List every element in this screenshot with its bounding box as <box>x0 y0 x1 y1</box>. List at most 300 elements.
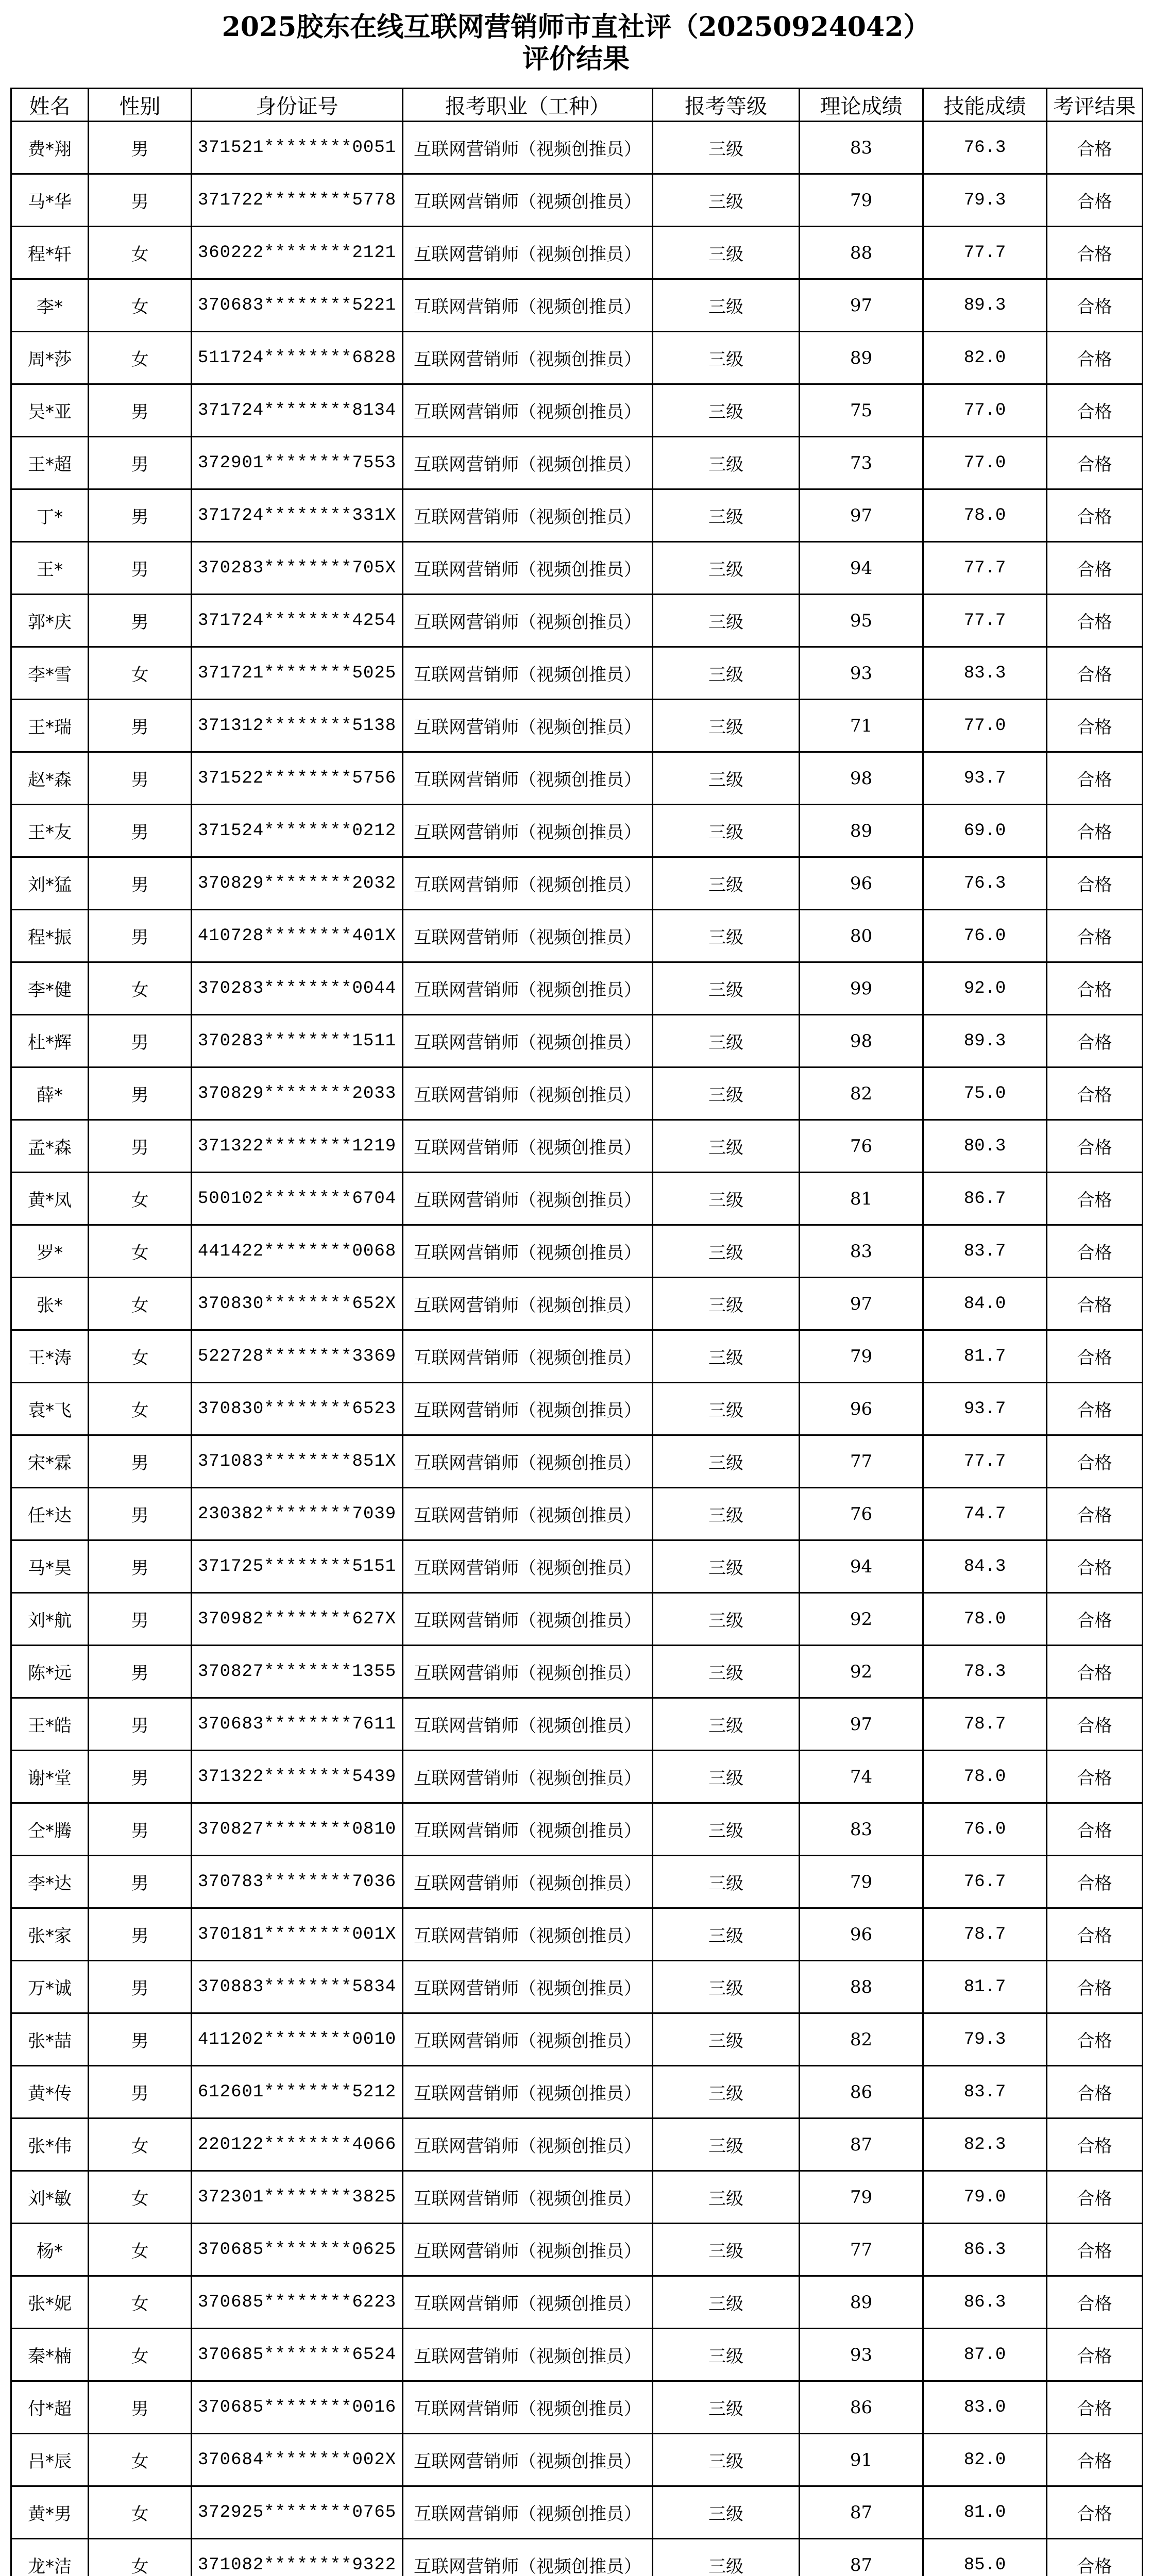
cell-name: 程*轩 <box>11 227 89 279</box>
cell-id-number: 370683********5221 <box>192 279 403 332</box>
cell-occupation: 互联网营销师（视频创推员） <box>403 962 653 1015</box>
cell-result: 合格 <box>1047 2434 1143 2486</box>
cell-theory-score: 81 <box>800 1173 923 1225</box>
cell-gender: 女 <box>89 1225 192 1278</box>
cell-level: 三级 <box>653 2171 800 2224</box>
header-skill-score: 技能成绩 <box>923 89 1047 122</box>
table-row <box>11 1803 1143 1856</box>
document-title <box>10 11 1142 75</box>
cell-skill-score: 79.3 <box>923 174 1047 227</box>
cell-id-number: 370683********7611 <box>192 1698 403 1751</box>
cell-gender: 女 <box>89 1278 192 1330</box>
cell-result: 合格 <box>1047 122 1143 174</box>
cell-occupation: 互联网营销师（视频创推员） <box>403 752 653 805</box>
cell-occupation: 互联网营销师（视频创推员） <box>403 1330 653 1383</box>
cell-occupation: 互联网营销师（视频创推员） <box>403 227 653 279</box>
cell-name: 李*达 <box>11 1856 89 1908</box>
cell-name: 黄*传 <box>11 2066 89 2119</box>
cell-name: 仝*腾 <box>11 1803 89 1856</box>
table-row <box>11 647 1143 700</box>
cell-theory-score: 93 <box>800 2329 923 2381</box>
header-theory-score: 理论成绩 <box>800 89 923 122</box>
table-row <box>11 2119 1143 2171</box>
table-row <box>11 279 1143 332</box>
cell-skill-score: 84.0 <box>923 1278 1047 1330</box>
cell-occupation: 互联网营销师（视频创推员） <box>403 857 653 910</box>
cell-occupation: 互联网营销师（视频创推员） <box>403 1908 653 1961</box>
table-row <box>11 489 1143 542</box>
cell-result: 合格 <box>1047 1751 1143 1803</box>
cell-name: 袁*飞 <box>11 1383 89 1435</box>
cell-theory-score: 79 <box>800 2171 923 2224</box>
cell-gender: 男 <box>89 1803 192 1856</box>
cell-result: 合格 <box>1047 489 1143 542</box>
cell-theory-score: 83 <box>800 122 923 174</box>
cell-skill-score: 77.7 <box>923 1435 1047 1488</box>
table-row <box>11 1435 1143 1488</box>
cell-theory-score: 96 <box>800 1908 923 1961</box>
table-row <box>11 1383 1143 1435</box>
cell-level: 三级 <box>653 1120 800 1173</box>
cell-name: 王*涛 <box>11 1330 89 1383</box>
cell-gender: 男 <box>89 1593 192 1646</box>
cell-result: 合格 <box>1047 1120 1143 1173</box>
cell-skill-score: 78.0 <box>923 1593 1047 1646</box>
cell-level: 三级 <box>653 2276 800 2329</box>
cell-skill-score: 85.0 <box>923 2539 1047 2576</box>
cell-gender: 女 <box>89 2119 192 2171</box>
cell-id-number: 371083********851X <box>192 1435 403 1488</box>
cell-skill-score: 86.7 <box>923 1173 1047 1225</box>
cell-occupation: 互联网营销师（视频创推员） <box>403 2486 653 2539</box>
table-row <box>11 1856 1143 1908</box>
cell-name: 费*翔 <box>11 122 89 174</box>
cell-result: 合格 <box>1047 1435 1143 1488</box>
cell-result: 合格 <box>1047 1698 1143 1751</box>
cell-level: 三级 <box>653 1961 800 2013</box>
header-occupation: 报考职业（工种） <box>403 89 653 122</box>
cell-result: 合格 <box>1047 279 1143 332</box>
cell-result: 合格 <box>1047 2329 1143 2381</box>
cell-occupation: 互联网营销师（视频创推员） <box>403 2013 653 2066</box>
cell-name: 吕*辰 <box>11 2434 89 2486</box>
table-row <box>11 910 1143 962</box>
cell-occupation: 互联网营销师（视频创推员） <box>403 805 653 857</box>
table-row <box>11 437 1143 489</box>
cell-result: 合格 <box>1047 1961 1143 2013</box>
cell-id-number: 370830********6523 <box>192 1383 403 1435</box>
cell-occupation: 互联网营销师（视频创推员） <box>403 279 653 332</box>
cell-result: 合格 <box>1047 1803 1143 1856</box>
table-row <box>11 1698 1143 1751</box>
cell-theory-score: 71 <box>800 700 923 752</box>
cell-level: 三级 <box>653 1488 800 1540</box>
cell-gender: 女 <box>89 227 192 279</box>
cell-skill-score: 93.7 <box>923 1383 1047 1435</box>
cell-level: 三级 <box>653 2013 800 2066</box>
cell-id-number: 371724********4254 <box>192 595 403 647</box>
cell-result: 合格 <box>1047 2171 1143 2224</box>
cell-skill-score: 81.0 <box>923 2486 1047 2539</box>
cell-theory-score: 86 <box>800 2381 923 2434</box>
cell-level: 三级 <box>653 910 800 962</box>
table-row <box>11 542 1143 595</box>
cell-id-number: 372925********0765 <box>192 2486 403 2539</box>
cell-level: 三级 <box>653 962 800 1015</box>
cell-occupation: 互联网营销师（视频创推员） <box>403 2171 653 2224</box>
cell-result: 合格 <box>1047 437 1143 489</box>
cell-occupation: 互联网营销师（视频创推员） <box>403 122 653 174</box>
cell-gender: 男 <box>89 542 192 595</box>
cell-gender: 女 <box>89 1383 192 1435</box>
cell-gender: 男 <box>89 1961 192 2013</box>
cell-gender: 男 <box>89 2013 192 2066</box>
cell-id-number: 371724********8134 <box>192 384 403 437</box>
cell-gender: 女 <box>89 2434 192 2486</box>
table-row <box>11 1540 1143 1593</box>
cell-result: 合格 <box>1047 1067 1143 1120</box>
cell-gender: 男 <box>89 1540 192 1593</box>
cell-id-number: 371721********5025 <box>192 647 403 700</box>
cell-id-number: 370783********7036 <box>192 1856 403 1908</box>
cell-result: 合格 <box>1047 1856 1143 1908</box>
cell-result: 合格 <box>1047 857 1143 910</box>
cell-theory-score: 89 <box>800 805 923 857</box>
cell-result: 合格 <box>1047 2539 1143 2576</box>
cell-gender: 男 <box>89 1435 192 1488</box>
cell-theory-score: 94 <box>800 542 923 595</box>
cell-theory-score: 76 <box>800 1120 923 1173</box>
cell-name: 郭*庆 <box>11 595 89 647</box>
cell-id-number: 370685********0625 <box>192 2224 403 2276</box>
table-row <box>11 2486 1143 2539</box>
cell-id-number: 371524********0212 <box>192 805 403 857</box>
cell-level: 三级 <box>653 1803 800 1856</box>
cell-theory-score: 87 <box>800 2539 923 2576</box>
cell-gender: 女 <box>89 1330 192 1383</box>
cell-skill-score: 80.3 <box>923 1120 1047 1173</box>
cell-occupation: 互联网营销师（视频创推员） <box>403 1961 653 2013</box>
cell-name: 李* <box>11 279 89 332</box>
cell-gender: 男 <box>89 1646 192 1698</box>
cell-name: 陈*远 <box>11 1646 89 1698</box>
table-row <box>11 1015 1143 1067</box>
cell-name: 付*超 <box>11 2381 89 2434</box>
cell-name: 马*华 <box>11 174 89 227</box>
cell-gender: 男 <box>89 1015 192 1067</box>
cell-name: 张*家 <box>11 1908 89 1961</box>
cell-name: 李*雪 <box>11 647 89 700</box>
cell-id-number: 372301********3825 <box>192 2171 403 2224</box>
cell-id-number: 370883********5834 <box>192 1961 403 2013</box>
cell-name: 刘*敏 <box>11 2171 89 2224</box>
cell-level: 三级 <box>653 2066 800 2119</box>
cell-theory-score: 79 <box>800 174 923 227</box>
cell-occupation: 互联网营销师（视频创推员） <box>403 489 653 542</box>
cell-occupation: 互联网营销师（视频创推员） <box>403 1173 653 1225</box>
table-row <box>11 1225 1143 1278</box>
cell-gender: 女 <box>89 2276 192 2329</box>
cell-skill-score: 83.0 <box>923 2381 1047 2434</box>
cell-gender: 男 <box>89 489 192 542</box>
cell-result: 合格 <box>1047 542 1143 595</box>
cell-result: 合格 <box>1047 1908 1143 1961</box>
table-row <box>11 1593 1143 1646</box>
table-row <box>11 700 1143 752</box>
cell-theory-score: 97 <box>800 279 923 332</box>
table-row <box>11 1751 1143 1803</box>
cell-skill-score: 76.3 <box>923 857 1047 910</box>
cell-theory-score: 79 <box>800 1856 923 1908</box>
cell-level: 三级 <box>653 1593 800 1646</box>
cell-skill-score: 82.0 <box>923 332 1047 384</box>
cell-name: 吴*亚 <box>11 384 89 437</box>
cell-id-number: 612601********5212 <box>192 2066 403 2119</box>
cell-id-number: 371312********5138 <box>192 700 403 752</box>
cell-level: 三级 <box>653 1751 800 1803</box>
cell-occupation: 互联网营销师（视频创推员） <box>403 1856 653 1908</box>
cell-level: 三级 <box>653 752 800 805</box>
cell-level: 三级 <box>653 2119 800 2171</box>
title-line-2: 评价结果 <box>522 43 630 75</box>
cell-id-number: 370685********6223 <box>192 2276 403 2329</box>
cell-skill-score: 69.0 <box>923 805 1047 857</box>
table-row <box>11 752 1143 805</box>
cell-level: 三级 <box>653 384 800 437</box>
cell-id-number: 371082********9322 <box>192 2539 403 2576</box>
cell-skill-score: 86.3 <box>923 2224 1047 2276</box>
cell-name: 谢*堂 <box>11 1751 89 1803</box>
cell-name: 杨* <box>11 2224 89 2276</box>
table-row <box>11 122 1143 174</box>
cell-name: 杜*辉 <box>11 1015 89 1067</box>
cell-gender: 男 <box>89 122 192 174</box>
cell-occupation: 互联网营销师（视频创推员） <box>403 437 653 489</box>
cell-gender: 男 <box>89 174 192 227</box>
cell-result: 合格 <box>1047 332 1143 384</box>
cell-skill-score: 78.7 <box>923 1698 1047 1751</box>
cell-result: 合格 <box>1047 2013 1143 2066</box>
cell-level: 三级 <box>653 647 800 700</box>
cell-skill-score: 93.7 <box>923 752 1047 805</box>
cell-result: 合格 <box>1047 1225 1143 1278</box>
cell-level: 三级 <box>653 1225 800 1278</box>
cell-occupation: 互联网营销师（视频创推员） <box>403 1488 653 1540</box>
cell-occupation: 互联网营销师（视频创推员） <box>403 1015 653 1067</box>
cell-level: 三级 <box>653 332 800 384</box>
cell-id-number: 511724********6828 <box>192 332 403 384</box>
cell-theory-score: 79 <box>800 1330 923 1383</box>
cell-occupation: 互联网营销师（视频创推员） <box>403 1435 653 1488</box>
cell-id-number: 370283********1511 <box>192 1015 403 1067</box>
cell-occupation: 互联网营销师（视频创推员） <box>403 1383 653 1435</box>
cell-skill-score: 81.7 <box>923 1961 1047 2013</box>
table-row <box>11 2539 1143 2576</box>
cell-theory-score: 96 <box>800 857 923 910</box>
cell-result: 合格 <box>1047 1383 1143 1435</box>
cell-result: 合格 <box>1047 1278 1143 1330</box>
cell-id-number: 370283********705X <box>192 542 403 595</box>
cell-skill-score: 77.7 <box>923 595 1047 647</box>
cell-gender: 女 <box>89 647 192 700</box>
cell-occupation: 互联网营销师（视频创推员） <box>403 1803 653 1856</box>
cell-gender: 男 <box>89 700 192 752</box>
cell-theory-score: 80 <box>800 910 923 962</box>
cell-level: 三级 <box>653 1646 800 1698</box>
cell-theory-score: 97 <box>800 1278 923 1330</box>
cell-occupation: 互联网营销师（视频创推员） <box>403 332 653 384</box>
cell-id-number: 370982********627X <box>192 1593 403 1646</box>
cell-theory-score: 96 <box>800 1383 923 1435</box>
cell-id-number: 522728********3369 <box>192 1330 403 1383</box>
cell-id-number: 371322********5439 <box>192 1751 403 1803</box>
cell-id-number: 370827********1355 <box>192 1646 403 1698</box>
cell-occupation: 互联网营销师（视频创推员） <box>403 1278 653 1330</box>
cell-theory-score: 93 <box>800 647 923 700</box>
header-gender: 性别 <box>89 89 192 122</box>
table-row <box>11 1961 1143 2013</box>
cell-name: 周*莎 <box>11 332 89 384</box>
cell-level: 三级 <box>653 700 800 752</box>
cell-result: 合格 <box>1047 1540 1143 1593</box>
cell-level: 三级 <box>653 542 800 595</box>
cell-name: 任*达 <box>11 1488 89 1540</box>
cell-level: 三级 <box>653 2329 800 2381</box>
cell-skill-score: 83.3 <box>923 647 1047 700</box>
table-row <box>11 2224 1143 2276</box>
cell-name: 黄*男 <box>11 2486 89 2539</box>
table-row <box>11 2276 1143 2329</box>
cell-theory-score: 75 <box>800 384 923 437</box>
cell-id-number: 370685********6524 <box>192 2329 403 2381</box>
cell-name: 刘*航 <box>11 1593 89 1646</box>
cell-result: 合格 <box>1047 700 1143 752</box>
cell-theory-score: 95 <box>800 595 923 647</box>
cell-occupation: 互联网营销师（视频创推员） <box>403 1646 653 1698</box>
table-row <box>11 1173 1143 1225</box>
cell-level: 三级 <box>653 857 800 910</box>
cell-id-number: 371522********5756 <box>192 752 403 805</box>
cell-result: 合格 <box>1047 1488 1143 1540</box>
cell-theory-score: 73 <box>800 437 923 489</box>
cell-result: 合格 <box>1047 1646 1143 1698</box>
cell-occupation: 互联网营销师（视频创推员） <box>403 1120 653 1173</box>
cell-result: 合格 <box>1047 2224 1143 2276</box>
cell-gender: 男 <box>89 2066 192 2119</box>
cell-occupation: 互联网营销师（视频创推员） <box>403 1751 653 1803</box>
cell-id-number: 500102********6704 <box>192 1173 403 1225</box>
cell-theory-score: 86 <box>800 2066 923 2119</box>
cell-skill-score: 79.0 <box>923 2171 1047 2224</box>
cell-occupation: 互联网营销师（视频创推员） <box>403 1540 653 1593</box>
cell-id-number: 371725********5151 <box>192 1540 403 1593</box>
cell-result: 合格 <box>1047 2119 1143 2171</box>
cell-name: 薛* <box>11 1067 89 1120</box>
cell-id-number: 370827********0810 <box>192 1803 403 1856</box>
header-id-number: 身份证号 <box>192 89 403 122</box>
table-row <box>11 1488 1143 1540</box>
cell-skill-score: 82.0 <box>923 2434 1047 2486</box>
cell-skill-score: 89.3 <box>923 1015 1047 1067</box>
cell-result: 合格 <box>1047 384 1143 437</box>
cell-skill-score: 83.7 <box>923 1225 1047 1278</box>
cell-name: 王*皓 <box>11 1698 89 1751</box>
cell-skill-score: 75.0 <box>923 1067 1047 1120</box>
cell-theory-score: 83 <box>800 1803 923 1856</box>
cell-skill-score: 87.0 <box>923 2329 1047 2381</box>
cell-id-number: 360222********2121 <box>192 227 403 279</box>
cell-id-number: 370829********2033 <box>192 1067 403 1120</box>
cell-gender: 女 <box>89 332 192 384</box>
cell-level: 三级 <box>653 805 800 857</box>
cell-occupation: 互联网营销师（视频创推员） <box>403 174 653 227</box>
cell-skill-score: 81.7 <box>923 1330 1047 1383</box>
cell-occupation: 互联网营销师（视频创推员） <box>403 1593 653 1646</box>
cell-occupation: 互联网营销师（视频创推员） <box>403 647 653 700</box>
cell-skill-score: 77.7 <box>923 542 1047 595</box>
cell-id-number: 410728********401X <box>192 910 403 962</box>
cell-skill-score: 78.3 <box>923 1646 1047 1698</box>
cell-theory-score: 82 <box>800 2013 923 2066</box>
table-row <box>11 227 1143 279</box>
cell-result: 合格 <box>1047 2066 1143 2119</box>
cell-theory-score: 74 <box>800 1751 923 1803</box>
cell-level: 三级 <box>653 1908 800 1961</box>
cell-level: 三级 <box>653 1856 800 1908</box>
table-row <box>11 384 1143 437</box>
cell-skill-score: 78.0 <box>923 489 1047 542</box>
cell-occupation: 互联网营销师（视频创推员） <box>403 1067 653 1120</box>
cell-id-number: 370830********652X <box>192 1278 403 1330</box>
cell-occupation: 互联网营销师（视频创推员） <box>403 910 653 962</box>
cell-id-number: 370684********002X <box>192 2434 403 2486</box>
cell-skill-score: 79.3 <box>923 2013 1047 2066</box>
cell-result: 合格 <box>1047 2486 1143 2539</box>
cell-theory-score: 89 <box>800 2276 923 2329</box>
cell-theory-score: 87 <box>800 2119 923 2171</box>
cell-result: 合格 <box>1047 1593 1143 1646</box>
cell-occupation: 互联网营销师（视频创推员） <box>403 542 653 595</box>
cell-level: 三级 <box>653 1067 800 1120</box>
cell-theory-score: 88 <box>800 1961 923 2013</box>
header-name: 姓名 <box>11 89 89 122</box>
cell-occupation: 互联网营销师（视频创推员） <box>403 700 653 752</box>
cell-result: 合格 <box>1047 910 1143 962</box>
cell-result: 合格 <box>1047 1173 1143 1225</box>
cell-id-number: 441422********0068 <box>192 1225 403 1278</box>
cell-id-number: 371322********1219 <box>192 1120 403 1173</box>
cell-result: 合格 <box>1047 1015 1143 1067</box>
cell-skill-score: 77.7 <box>923 227 1047 279</box>
cell-gender: 女 <box>89 2329 192 2381</box>
cell-name: 程*振 <box>11 910 89 962</box>
cell-theory-score: 83 <box>800 1225 923 1278</box>
cell-id-number: 220122********4066 <box>192 2119 403 2171</box>
cell-result: 合格 <box>1047 962 1143 1015</box>
cell-level: 三级 <box>653 122 800 174</box>
cell-gender: 男 <box>89 752 192 805</box>
header-level: 报考等级 <box>653 89 800 122</box>
cell-level: 三级 <box>653 1330 800 1383</box>
cell-name: 刘*猛 <box>11 857 89 910</box>
cell-name: 王*瑞 <box>11 700 89 752</box>
cell-occupation: 互联网营销师（视频创推员） <box>403 2066 653 2119</box>
table-row <box>11 1067 1143 1120</box>
table-row <box>11 1646 1143 1698</box>
cell-level: 三级 <box>653 2486 800 2539</box>
cell-level: 三级 <box>653 2434 800 2486</box>
cell-name: 丁* <box>11 489 89 542</box>
